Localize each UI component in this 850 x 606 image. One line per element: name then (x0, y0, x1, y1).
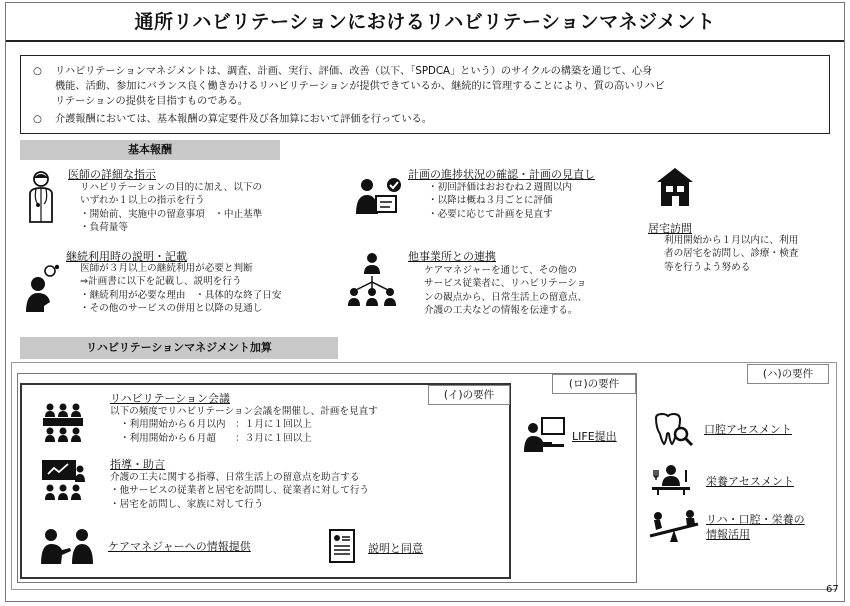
seesaw-icon (648, 510, 700, 546)
body-line: ・必要に応じて計画を見直す (428, 208, 553, 220)
body-line: 者の居宅を訪問し、診療・検査 (664, 248, 799, 260)
guidance-body (110, 471, 369, 511)
document-icon (328, 528, 356, 564)
body-line: ・利用開始から６月以内 ：１月に１回以上 (120, 419, 312, 431)
title-bar (6, 4, 844, 42)
presentation-icon (40, 458, 86, 502)
body-line: 介護の工夫などの情報を伝達する。 (424, 304, 578, 316)
body-line: ンの観点から、日常生活上の留意点、 (424, 291, 588, 303)
title-line: 情報活用 (706, 528, 750, 541)
body-line: ・その他のサービスの併用と以降の見通し (80, 302, 263, 314)
intro-paragraph-1 (33, 64, 817, 109)
house-icon (655, 166, 695, 208)
body-line: ・継続利用が必要な理由 ・具体的な終了日安 (80, 289, 282, 301)
bullet-mark: ○ (33, 114, 42, 125)
tooth-magnifier-icon (652, 412, 694, 448)
intro-text-2: 介護報酬においては、基本報酬の算定要件及び各加算において評価を行っている。 (55, 114, 432, 125)
body-line: 介護の工夫に関する指導、日常生活上の留意点を助言する (110, 472, 360, 483)
home-visit-body (664, 234, 798, 274)
oral-assessment-title: 口腔アセスメント (704, 423, 792, 436)
requirement-b-label: (ロ)の要件 (552, 374, 636, 394)
checklist-person-icon (354, 176, 404, 216)
body-line: ・以降は概ね３月ごとに評価 (428, 195, 553, 207)
two-people-talking-icon (40, 528, 94, 564)
body-line: ・居宅を訪問し、家族に対して行う (110, 498, 264, 510)
continued-use-body (80, 262, 281, 315)
nutrition-assessment-title: 栄養アセスメント (706, 475, 794, 488)
computer-user-icon (522, 416, 566, 454)
page-number: 67 (826, 584, 839, 595)
rehab-meeting-title: リハビリテーション会議 (110, 392, 231, 405)
page-title: 通所リハビリテーションにおけるリハビリテーションマネジメント (134, 11, 716, 33)
intro-text-1 (55, 64, 665, 109)
intro-line: リハビリテーションマネジメントは、調査、計画、実行、評価、改善（以下、「SPDCA」という）のサイクルの構築を通じて、心身 (55, 66, 653, 77)
body-line: 等を行うよう努める (664, 261, 751, 273)
cooperation-body (424, 264, 587, 317)
bullet-mark: ○ (33, 66, 42, 77)
body-line: サービス従業者に、リハビリテーショ (424, 278, 587, 290)
body-line: ・他サービスの従業者と居宅を訪問し、従業者に対して行う (110, 485, 370, 497)
intro-line: 機能、活動、参加にバランス良く働きかけるリハビリテーションが提供できているか、継続的に管理することにより、質の高いリハビ (55, 81, 665, 92)
title-line: リハ・口腔・栄養の (706, 513, 805, 526)
meal-person-icon (650, 464, 692, 496)
intro-line: リテーションの提供を目指すものである。 (55, 96, 248, 107)
progress-check-body (428, 181, 572, 221)
cooperation-title: 他事業所との連携 (408, 250, 496, 263)
rehab-management-tag: リハビリテーションマネジメント加算 (20, 337, 338, 359)
body-line: ・初回評価はおおむね２週間以内 (428, 182, 572, 193)
network-people-icon (346, 252, 398, 308)
progress-check-title: 計画の進捗状況の確認・計画の見直し (408, 168, 595, 181)
guidance-title: 指導・助言 (110, 458, 165, 471)
doctor-instruction-title: 医師の詳細な指示 (68, 168, 156, 181)
body-line: 利用開始から１月以内に、利用 (664, 235, 799, 246)
intro-paragraph-2 (33, 112, 817, 127)
meeting-table-icon (40, 402, 86, 442)
body-line: ケアマネジャーを通じて、その他の (424, 265, 578, 276)
doctor-icon (26, 170, 56, 225)
body-line: いずれか１以上の指示を行う (80, 195, 205, 207)
home-visit-title: 居宅訪問 (648, 222, 692, 235)
continued-use-title: 継続利用時の説明・記載 (66, 250, 187, 263)
body-line: リハビリテーションの目的に加え、以下の (80, 182, 262, 193)
body-line: ・負荷量等 (80, 221, 128, 233)
body-line: 医師が３月以上の継続利用が必要と判断 (80, 263, 253, 274)
doctor-instruction-body (80, 181, 262, 234)
thinking-person-icon (24, 264, 64, 314)
life-submission-title: LIFE提出 (572, 430, 617, 443)
caremanager-info-title: ケアマネジャーへの情報提供 (108, 540, 251, 553)
requirement-a-label: (イ)の要件 (428, 385, 510, 405)
intro-box (20, 55, 830, 134)
rehab-info-utilization-title (706, 512, 805, 542)
requirement-c-label: (ハ)の要件 (747, 364, 829, 384)
rehab-meeting-body (110, 405, 378, 445)
body-line: ⇒計画書に以下を記載し、説明を行う (80, 276, 242, 288)
explanation-consent-title: 説明と同意 (368, 542, 423, 555)
basic-reward-tag: 基本報酬 (20, 140, 280, 160)
body-line: ・開始前、実施中の留意事項 ・中止基準 (80, 208, 263, 220)
body-line: ・利用開始から６月超 ：３月に１回以上 (120, 432, 312, 444)
body-line: 以下の頻度でリハビリテーション会議を開催し、計画を見直す (110, 406, 378, 417)
